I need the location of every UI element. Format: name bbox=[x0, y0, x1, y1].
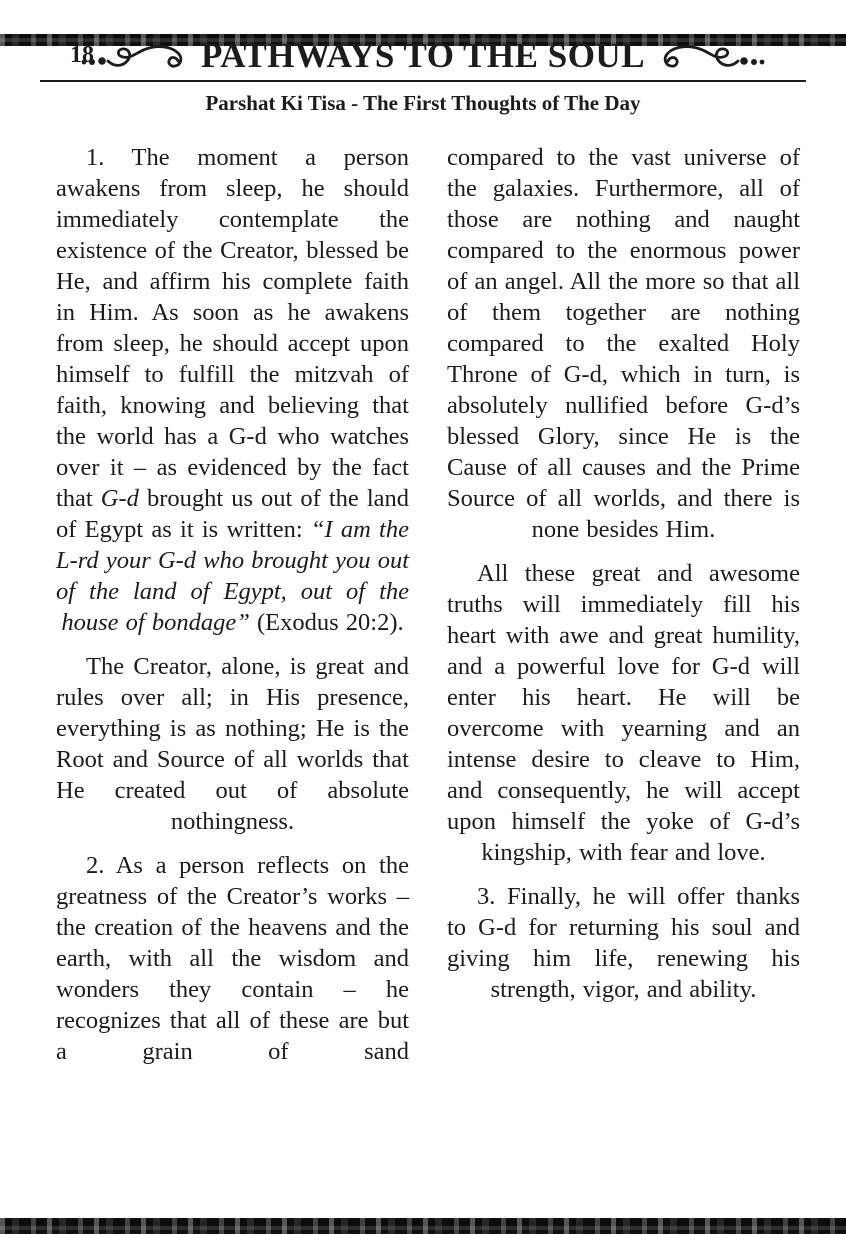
scan-edge-bottom bbox=[0, 1218, 846, 1234]
page-number: 18 bbox=[70, 42, 94, 68]
text-run: All these great and awesome truths will immediately fill his heart with awe and great humility, and a powerful love for G-d will enter his heart. He will be overcome with yearning and an intense desire to cleave to Him, and consequently, he will accept upon himself the yoke of G-d’s kingship, with fear and love. bbox=[447, 560, 800, 866]
title-row bbox=[40, 34, 806, 78]
body-text bbox=[56, 142, 800, 1080]
body-paragraph bbox=[56, 850, 409, 1067]
text-run: 2. As a person reflects on the greatness of the Creator’s works – the creation of the heavens and the earth, with all the wisdom and wonders they contain – he recognizes that all of these are but a grain of sand bbox=[56, 852, 409, 1065]
italic-text-run: G-d bbox=[100, 485, 139, 512]
body-paragraph bbox=[447, 142, 800, 545]
scroll-flourish-left-icon bbox=[79, 38, 191, 74]
chapter-subtitle: Parshat Ki Tisa - The First Thoughts of The Day bbox=[205, 91, 641, 115]
text-run: compared to the vast universe of the galaxies. Furthermore, all of those are nothing and naught compared to the enormous power of an angel. All the more so that all of them together are nothing compared to the exalted Holy Throne of G-d, which in turn, is absolutely nullified before G-d’s blessed Glory, since He is the Cause of all causes and the Prime Source of all worlds, and there is none besides Him. bbox=[447, 144, 800, 543]
book-title: PATHWAYS TO THE SOUL bbox=[200, 36, 646, 75]
body-paragraph bbox=[447, 881, 800, 1005]
page-header bbox=[40, 34, 806, 82]
text-run: The Creator, alone, is great and rules over all; in His presence, everything is as nothing; He is the Root and Source of all worlds that He created out of absolute nothingness. bbox=[56, 653, 409, 835]
text-column-right bbox=[447, 142, 800, 1080]
text-run: 1. The moment a person awakens from sleep, he should immediately contemplate the existence of the Creator, blessed be He, and affirm his complete faith in Him. As soon as he awakens from sleep, he should accept upon himself to fulfill the mitzvah of faith, knowing and believing that the world has a G-d who watches over it – as evidenced by the fact that bbox=[56, 144, 409, 512]
body-paragraph bbox=[56, 651, 409, 837]
body-paragraph bbox=[56, 142, 409, 638]
body-paragraph bbox=[447, 558, 800, 868]
italic-text-run: “I am the L-rd your G-d who brought you out of the land of Egypt, out of the house of bondage” bbox=[56, 516, 409, 636]
text-run: 3. Finally, he will offer thanks to G-d for returning his soul and giving him life, renewing his strength, vigor, and ability. bbox=[447, 883, 800, 1003]
text-run: brought us out of the land of Egypt as it is written: bbox=[56, 485, 410, 543]
scroll-flourish-right-icon bbox=[655, 38, 767, 74]
text-column-left bbox=[56, 142, 409, 1080]
text-run: (Exodus 20:2). bbox=[249, 609, 404, 636]
